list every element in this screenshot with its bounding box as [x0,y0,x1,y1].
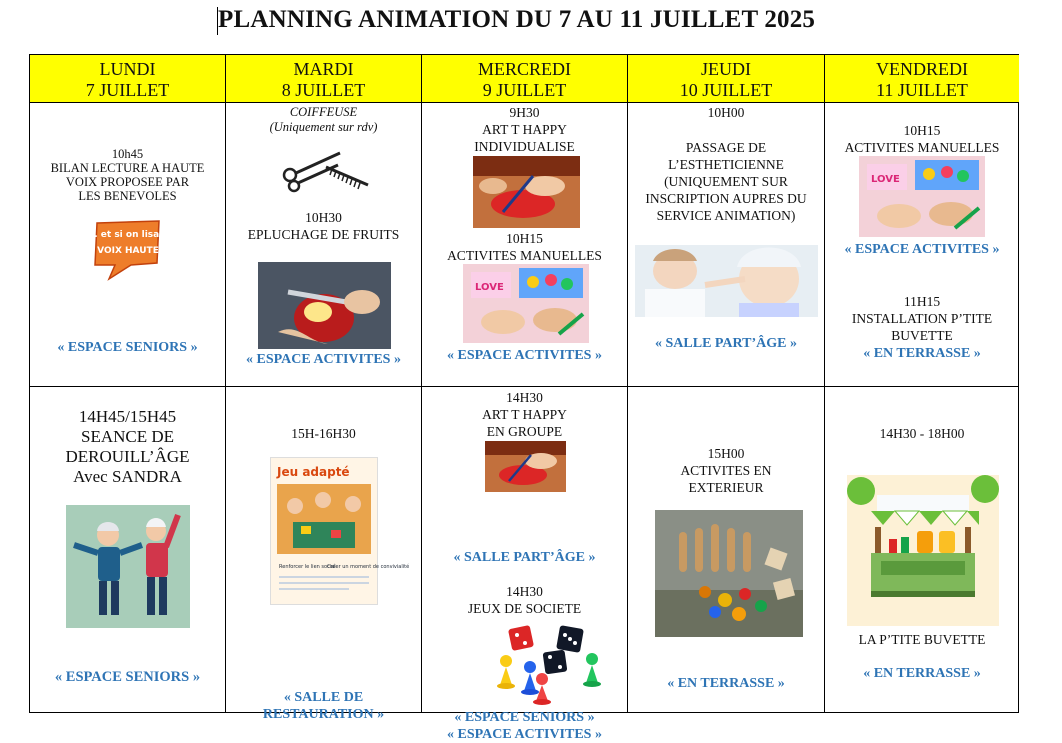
activity-time-1: 14H30 [506,390,543,405]
activity-time: 10h45 [111,147,144,161]
day-date: 11 JUILLET [876,80,968,100]
header-thursday [628,55,825,103]
activity-location: « SALLE PART’ÂGE » [655,336,797,351]
day-date: 8 JUILLET [281,80,366,100]
poster-right-text: Créer un moment de convivialité [327,564,410,570]
header-friday [825,55,1019,103]
activity-text: BILAN LECTURE A HAUTE VOIX PROPOSEE PAR LES BENEVOLES [50,161,205,203]
activity-location: « ESPACE SENIORS » [57,340,198,355]
cell-thursday-morning [628,103,825,387]
activity-location: « EN TERRASSE » [863,666,981,681]
header-wednesday [422,55,628,103]
day-date: 7 JUILLET [85,80,170,100]
svg-text:LOVE: LOVE [871,174,900,185]
activity-text: PASSAGE DE L’ESTHETICIENNE (UNIQUEMENT SUR INSCRIPTION AUPRES DU SERVICE ANIMATION) [645,140,807,223]
activity-time: 10H30 [305,210,342,225]
day-date: 9 JUILLET [482,80,567,100]
painting-photo [485,441,566,492]
read-aloud-logo [87,219,167,281]
poster-title: Jeu adapté [277,465,350,479]
cell-tuesday-morning [226,103,422,387]
header-tuesday [226,55,422,103]
activity-text-1: ACTIVITES MANUELLES [844,140,1000,155]
activity-time-1: 10H15 [903,123,941,138]
activity-time-2: 14H30 [506,584,543,599]
craft-photo [859,156,985,237]
poster-left-text: Renforcer le lien social [279,564,336,570]
activity-pre-title: COIFFEUSE [289,105,358,119]
activity-text: LA P’TITE BUVETTE [858,632,986,647]
activity-text: EPLUCHAGE DE FRUITS [247,227,400,242]
peeling-fruit-photo [258,262,391,349]
activity-location-2: « ESPACE SENIORS » « ESPACE ACTIVITES » [447,710,602,742]
outdoor-games-photo [655,510,803,637]
cell-wednesday-afternoon [422,387,628,742]
day-name: JEUDI [701,59,751,79]
activity-location: « SALLE DE RESTAURATION » [262,690,385,722]
activity-time-1: 9H30 [509,105,540,120]
day-name: MARDI [293,59,354,79]
craft-photo [463,264,589,343]
day-date: 10 JUILLET [679,80,773,100]
logo-text-1: ... et si on lisait [87,230,167,240]
day-name: MERCREDI [477,59,571,79]
svg-text:LOVE: LOVE [475,282,504,293]
painting-photo [473,156,580,228]
activity-location-1: « ESPACE ACTIVITES » [844,242,1000,257]
cell-friday-morning [825,103,1019,387]
activity-location: « ESPACE ACTIVITES » [447,348,602,363]
activity-text: ACTIVITES EN EXTERIEUR [680,463,772,495]
activity-time: 10H00 [707,105,745,120]
activity-location: « EN TERRASSE » [667,676,785,691]
cell-friday-afternoon [825,387,1019,713]
activity-time: 14H45/15H45 [78,407,177,426]
activity-pre-note: (Uniquement sur rdv) [269,120,378,134]
header-monday [30,55,226,103]
activity-text-2: JEUX DE SOCIETE [467,601,582,616]
activity-location: « ESPACE ACTIVITES » [246,352,401,367]
day-name: VENDREDI [876,59,968,79]
cell-wednesday-morning [422,103,628,387]
activity-time: 15H-16H30 [291,426,356,441]
activity-location-2: « EN TERRASSE » [863,346,981,361]
activity-text-1: ART T HAPPY INDIVIDUALISE [474,122,575,154]
logo-text-2: à VOIX HAUTE ! [87,246,167,256]
day-name: LUNDI [99,59,156,79]
activity-text: SEANCE DE DEROUILL’ÂGE Avec SANDRA [65,427,190,486]
activity-time-2: 10H15 [506,231,543,246]
adapted-game-poster [270,457,410,605]
activity-text-1: ART T HAPPY EN GROUPE [482,407,567,439]
page-title: PLANNING ANIMATION DU 7 AU 11 JUILLET 2025 [218,6,816,33]
cell-thursday-afternoon [628,387,825,713]
kiosk-illustration [847,475,999,626]
planning-table [29,54,1019,742]
cell-monday-morning [30,103,226,387]
board-game-pieces-icon [486,623,608,705]
beautician-photo [635,245,818,317]
activity-text-2: INSTALLATION P’TITE BUVETTE [851,311,993,343]
activity-time: 14H30 - 18H00 [879,426,965,441]
activity-time: 15H00 [707,446,745,461]
cell-monday-afternoon [30,387,226,713]
scissors-comb-icon [278,145,370,191]
exercise-illustration [66,505,190,628]
activity-location: « ESPACE SENIORS » [54,669,201,685]
cell-tuesday-afternoon [226,387,422,722]
activity-location-1: « SALLE PART’ÂGE » [453,550,596,565]
activity-time-2: 11H15 [903,294,941,309]
activity-text-2: ACTIVITES MANUELLES [447,248,602,263]
